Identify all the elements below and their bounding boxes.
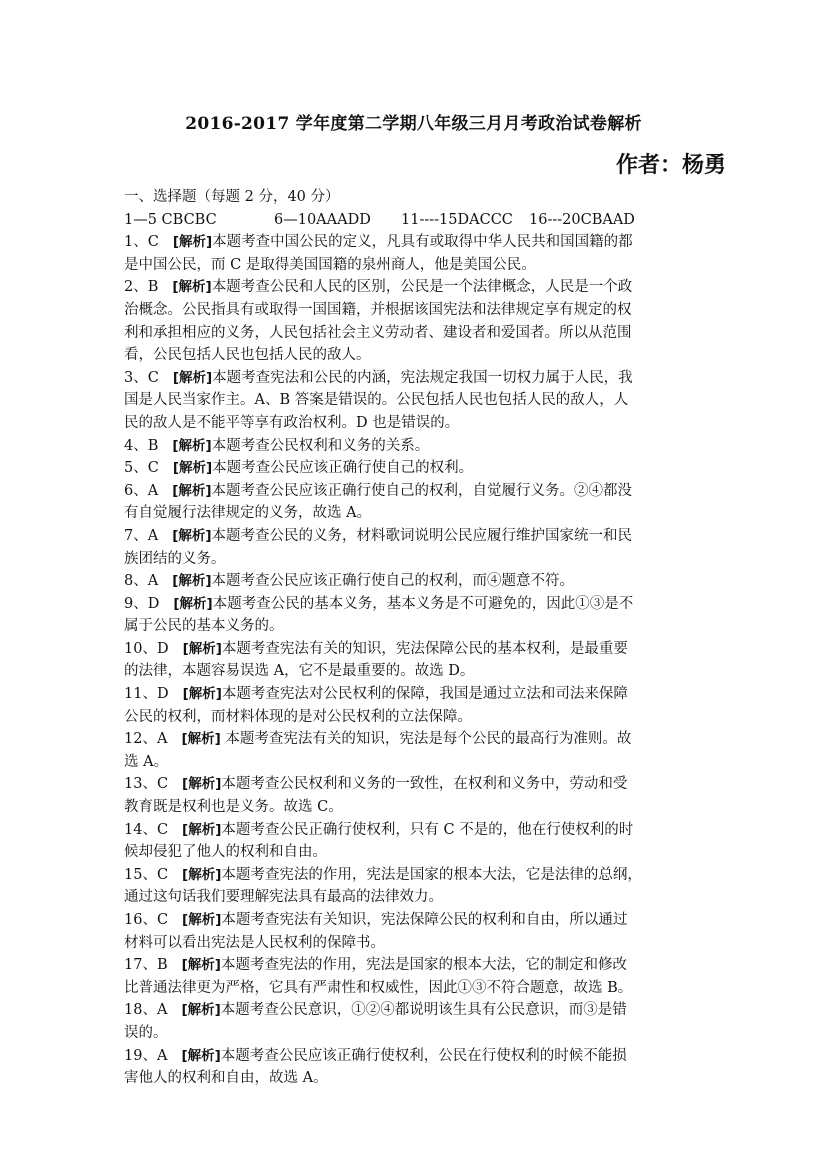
explanation-item-first-line — [124, 457, 704, 480]
explanation-text: 利和承担相应的义务，人民包括社会主义劳动者、建设者和爱国者。所以从范围 — [124, 324, 632, 341]
question-number-answer: 19、A — [124, 1047, 168, 1064]
explanation-item-first-line — [124, 999, 704, 1022]
explanation-item-first-line — [124, 231, 704, 254]
analysis-tag: [解析] — [172, 460, 213, 477]
question-number-answer: 8、A — [124, 573, 159, 590]
explanation-item-line — [124, 660, 704, 683]
explanation-item-first-line — [124, 570, 704, 593]
explanation-text: 本题考查宪法有关知识，宪法保障公民的权利和自由，所以通过 — [221, 912, 628, 928]
question-number-answer: 11、D — [124, 686, 169, 703]
explanation-text: 比普通法律更为严格，它具有严肃性和权威性，因此①③不符合题意，故选 B。 — [124, 979, 633, 996]
explanation-item-line — [124, 254, 704, 277]
explanation-item-line — [124, 322, 704, 345]
explanation-text: 民的敌人是不能平等享有政治权利。D 也是错误的。 — [124, 414, 460, 431]
question-number-answer: 5、C — [124, 460, 159, 477]
analysis-tag: [解析] — [181, 1002, 221, 1019]
analysis-tag: [解析] — [182, 912, 222, 928]
explanation-text: 本题考查公民和人民的区别，公民是一个法律概念，人民是一个政 — [211, 279, 633, 296]
analysis-tag: [解析] — [172, 279, 212, 296]
question-number-answer: 4、B — [124, 437, 159, 454]
explanation-text: 本题考查公民的义务，材料歌词说明公民应履行维护国家统一和民 — [211, 527, 633, 544]
explanation-text: 公民的权利，而材料体现的是对公民权利的立法保障。 — [124, 708, 472, 725]
explanation-text: 本题考查公民应该正确行使自己的权利，而④题意不符。 — [211, 573, 575, 590]
explanation-text: 治概念。公民指具有或取得一国国籍，并根据该国宪法和法律规定享有规定的权 — [124, 301, 632, 318]
explanation-text: 害他人的权利和自由，故选 A。 — [124, 1070, 328, 1087]
explanation-text: 的法律，本题容易误选 A，它不是最重要的。故选 D。 — [124, 663, 475, 680]
section-heading: 一、选择题（每题 2 分，40 分） — [124, 189, 340, 205]
analysis-tag: [解析] — [172, 482, 212, 499]
explanation-item-line — [124, 706, 704, 729]
explanation-item-first-line — [124, 480, 704, 503]
explanation-item-first-line — [124, 683, 704, 706]
explanation-text: 本题考查宪法有关的知识，宪法保障公民的基本权利，是最重要 — [221, 640, 628, 657]
question-number-answer: 14、C — [124, 821, 169, 838]
analysis-tag: [解析] — [182, 866, 222, 883]
explanation-item-line — [124, 389, 704, 412]
explanation-item-first-line — [124, 728, 704, 751]
explanation-item-line — [124, 1067, 704, 1090]
explanation-text: 属于公民的基本义务的。 — [124, 618, 284, 635]
explanation-text: 族团结的义务。 — [124, 550, 226, 567]
explanation-item-line — [124, 548, 704, 571]
analysis-tag: [解析] — [173, 595, 213, 612]
explanation-text: 看，公民包括人民也包括人民的敌人。 — [124, 347, 371, 364]
answer-key: 1—5 CBCBC — [124, 211, 217, 228]
explanation-item-line — [124, 932, 704, 955]
explanation-text: 通过这句话我们要理解宪法具有最高的法律效力。 — [124, 889, 443, 906]
explanation-item-first-line — [124, 864, 704, 887]
answer-explanation-list — [124, 231, 704, 1090]
explanation-item-first-line — [124, 638, 704, 661]
answer-key: 6—10AAADD — [274, 211, 371, 228]
question-number-answer: 3、C — [124, 369, 159, 386]
analysis-tag: [解析] — [182, 821, 222, 838]
answer-key: 11----15DACCC — [401, 211, 513, 228]
explanation-text: 本题考查宪法的作用，宪法是国家的根本大法，它是法律的总纲， — [221, 866, 642, 883]
explanation-item-line — [124, 796, 704, 819]
analysis-tag: [解析] — [182, 640, 222, 657]
question-number-answer: 6、A — [124, 482, 159, 499]
explanation-item-line — [124, 502, 704, 525]
explanation-text: 本题考查公民应该正确行使自己的权利，自觉履行义务。②④都没 — [211, 482, 633, 499]
explanation-item-first-line — [124, 593, 704, 616]
explanation-text: 本题考查公民应该正确行使权利，公民在行使权利的时候不能损 — [220, 1047, 627, 1064]
explanation-item-first-line — [124, 909, 704, 932]
explanation-text: 选 A。 — [124, 753, 169, 770]
explanation-item-line — [124, 344, 704, 367]
explanation-text: 有自觉履行法律规定的义务，故选 A。 — [124, 505, 372, 522]
question-number-answer: 17、B — [124, 957, 168, 974]
question-number-answer: 13、C — [124, 776, 169, 793]
question-number-answer: 15、C — [124, 866, 169, 883]
explanation-item-first-line — [124, 525, 704, 548]
question-number-answer: 12、A — [124, 731, 168, 748]
explanation-text: 本题考查宪法的作用，宪法是国家的根本大法，它的制定和修改 — [220, 957, 627, 974]
analysis-tag: [解析] — [172, 527, 212, 544]
analysis-tag: [解析] — [181, 1047, 221, 1064]
analysis-tag: [解析] — [172, 234, 213, 251]
explanation-item-first-line — [124, 819, 704, 842]
answer-key: 16---20CBAAD — [529, 211, 635, 228]
explanation-text: 国是人民当家作主。A、B 答案是错误的。公民包括人民也包括人民的敌人，人 — [124, 392, 629, 409]
analysis-tag: [解析] — [182, 686, 222, 703]
explanation-item-line — [124, 751, 704, 774]
explanation-text: 候却侵犯了他人的权利和自由。 — [124, 844, 327, 861]
analysis-tag: [解析] — [172, 573, 212, 590]
explanation-text: 本题考查宪法和公民的内涵，宪法规定我国一切权力属于人民，我 — [212, 369, 633, 386]
explanation-text: 材料可以看出宪法是人民权利的保障书。 — [124, 934, 385, 951]
document-body — [124, 186, 704, 1090]
explanation-text: 本题考查公民应该正确行使自己的权利。 — [212, 460, 474, 477]
explanation-text: 是中国公民，而 C 是取得美国国籍的泉州商人，他是美国公民。 — [124, 256, 536, 273]
explanation-text: 本题考查宪法有关的知识，宪法是每个公民的最高行为准则。故 — [220, 731, 632, 748]
analysis-tag: [解析] — [181, 731, 221, 748]
explanation-item-line — [124, 299, 704, 322]
explanation-text: 误的。 — [124, 1024, 168, 1041]
explanation-item-line — [124, 977, 704, 1000]
answer-key-line — [124, 209, 704, 232]
explanation-item-first-line — [124, 954, 704, 977]
question-number-answer: 1、C — [124, 234, 159, 251]
explanation-text: 本题考查中国公民的定义，凡具有或取得中华人民共和国国籍的都 — [212, 234, 633, 251]
explanation-item-first-line — [124, 367, 704, 390]
author-line: 作者：杨勇 — [615, 153, 726, 178]
explanation-item-line — [124, 886, 704, 909]
question-number-answer: 10、D — [124, 640, 169, 657]
document-title: 2016-2017 学年度第二学期八年级三月月考政治试卷解析 — [185, 114, 642, 134]
explanation-item-first-line — [124, 1045, 704, 1068]
question-number-answer: 18、A — [124, 1002, 168, 1019]
explanation-item-line — [124, 615, 704, 638]
analysis-tag: [解析] — [182, 776, 222, 793]
question-number-answer: 2、B — [124, 279, 159, 296]
explanation-text: 本题考查公民权利和义务的一致性，在权利和义务中，劳动和受 — [221, 776, 628, 793]
analysis-tag: [解析] — [181, 957, 221, 974]
explanation-text: 教育既是权利也是义务。故选 C。 — [124, 799, 343, 816]
question-number-answer: 9、D — [124, 595, 160, 612]
analysis-tag: [解析] — [172, 437, 212, 454]
explanation-item-first-line — [124, 276, 704, 299]
explanation-text: 本题考查公民的基本义务，基本义务是不可避免的，因此①③是不 — [212, 595, 634, 612]
explanation-item-line — [124, 841, 704, 864]
explanation-text: 本题考查公民正确行使权利，只有 C 不是的，他在行使权利的时 — [221, 821, 634, 838]
explanation-item-first-line — [124, 773, 704, 796]
explanation-item-first-line — [124, 435, 704, 458]
explanation-text: 本题考查公民意识，①②④都说明该生具有公民意识，而③是错 — [220, 1002, 627, 1019]
explanation-text: 本题考查宪法对公民权利的保障，我国是通过立法和司法来保障 — [221, 686, 628, 703]
analysis-tag: [解析] — [172, 369, 213, 386]
explanation-text: 本题考查公民权利和义务的关系。 — [211, 437, 430, 454]
explanation-item-line — [124, 1022, 704, 1045]
explanation-item-line — [124, 412, 704, 435]
question-number-answer: 16、C — [124, 912, 169, 928]
question-number-answer: 7、A — [124, 527, 159, 544]
